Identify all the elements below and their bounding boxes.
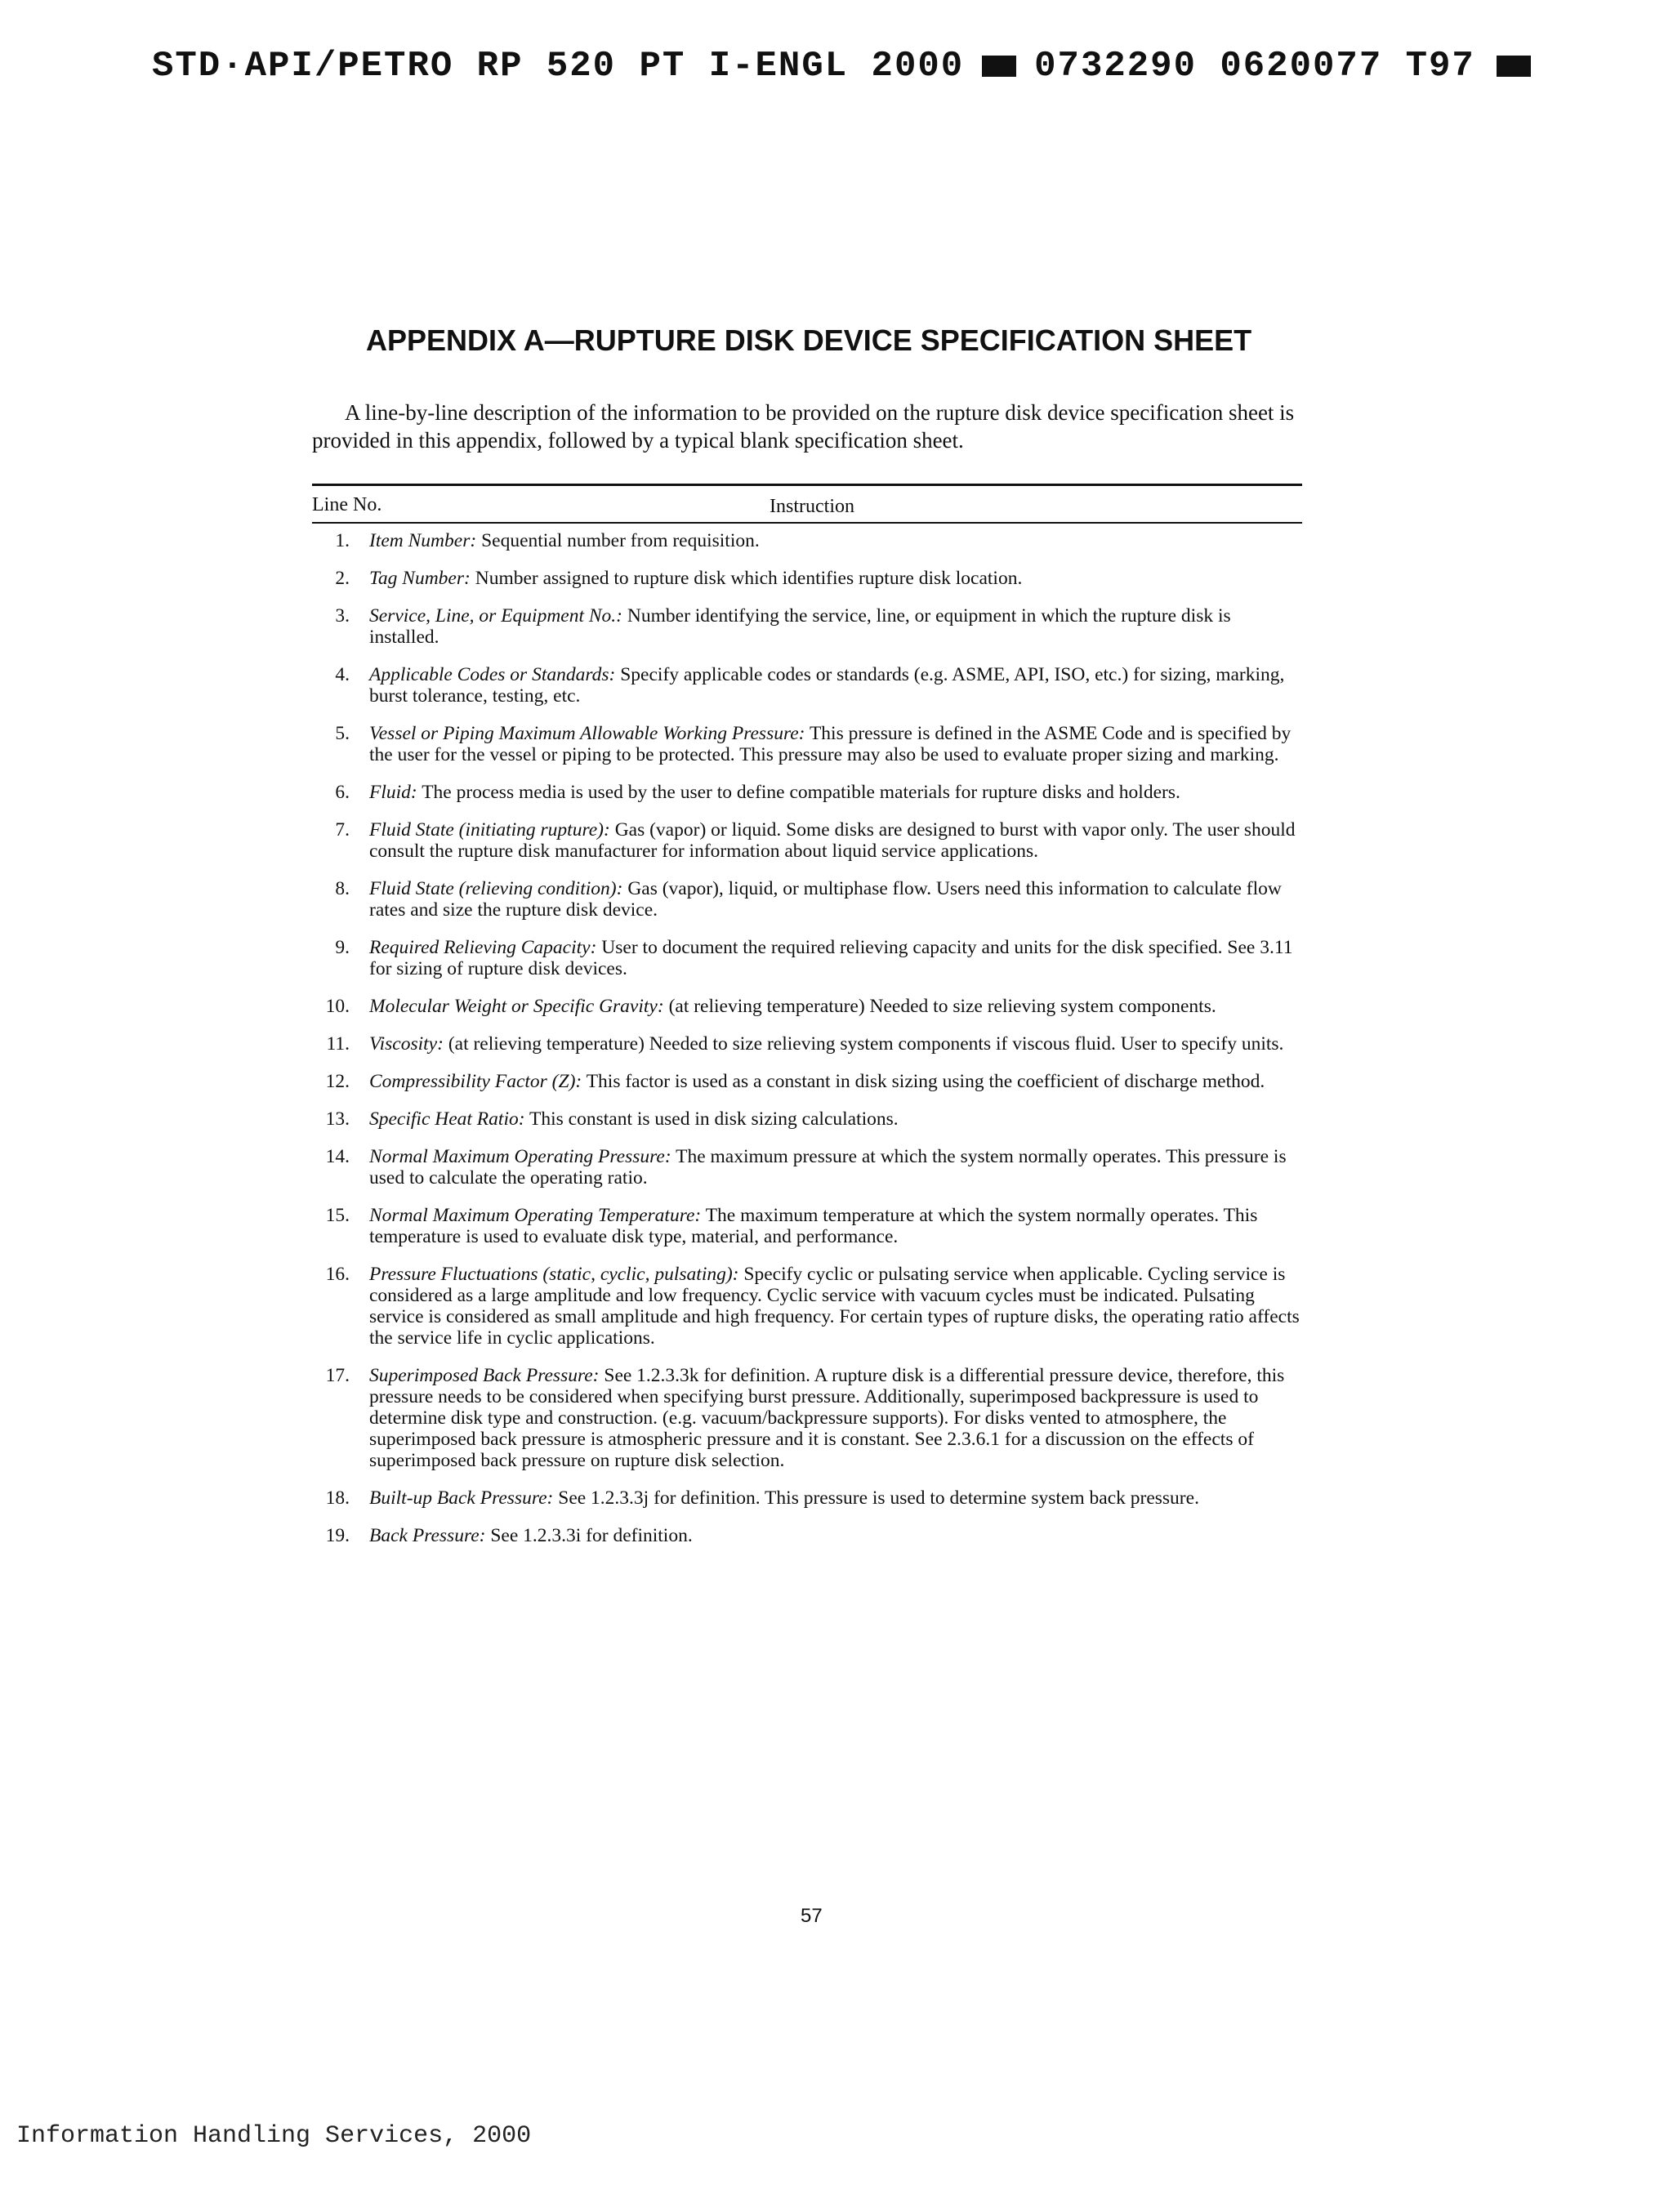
table-row [312,1525,1302,1546]
instruction-table [312,484,1302,1563]
instruction-term: Viscosity: [369,1033,444,1055]
instruction-text [369,568,1302,589]
instruction-term: Item Number: [369,530,477,551]
line-number: 18. [325,1487,350,1509]
table-row [312,1108,1302,1130]
instruction-text [369,723,1302,765]
table-rows [312,530,1302,1546]
instruction-text [369,937,1302,979]
table-row [312,530,1302,551]
redaction-bar [982,56,1016,77]
instruction-term: Fluid State (relieving condition): [369,878,623,899]
instruction-term: Normal Maximum Operating Temperature: [369,1205,702,1226]
instruction-description: See 1.2.3.3i for definition. [490,1525,693,1546]
table-row [312,937,1302,979]
instruction-text [369,664,1302,707]
line-number: 19. [325,1525,350,1546]
document-code-left: STD·API/PETRO RP 520 PT I-ENGL 2000 [152,46,965,87]
instruction-text [369,1108,1302,1130]
table-row [312,1033,1302,1055]
line-number: 2. [335,568,350,589]
table-row [312,1264,1302,1349]
line-number: 1. [335,530,350,551]
line-number: 16. [325,1264,350,1285]
instruction-description: (at relieving temperature) Needed to size relieving system components. [668,996,1216,1017]
line-number: 9. [335,937,350,958]
instruction-text [369,1146,1302,1189]
instruction-text [369,605,1302,648]
table-row [312,819,1302,862]
instruction-term: Tag Number: [369,568,471,589]
line-number: 5. [335,723,350,744]
instruction-description: See 1.2.3.3j for definition. This pressure is used to determine system back pressure. [558,1487,1199,1509]
instruction-description: User to document the required relieving capacity and units for the disk specified. See 3.11 for sizing of rupture disk devices. [369,937,1293,979]
instruction-text [369,1264,1302,1349]
line-number: 4. [335,664,350,685]
instruction-description: Sequential number from requisition. [481,530,760,551]
instruction-description: The maximum temperature at which the system normally operates. This temperature is used to evaluate disk type, material, and performance. [369,1205,1258,1247]
instruction-description: See 1.2.3.3k for definition. A rupture disk is a differential pressure device, therefore, this pressure needs to be considered when specifying burst pressure. Additionally, superimposed backpressure is used to determine disk type and construction. (e.g. vacuum/backpressure supports). For disks vented to atmosphere, the superimposed back pressure is atmospheric pressure and it is constant. See 2.3.6.1 for a discussion on the effects of superimposed back pressure on rupture disk selection. [369,1365,1285,1471]
instruction-text [369,782,1302,803]
instruction-term: Back Pressure: [369,1525,486,1546]
instruction-description: Gas (vapor), liquid, or multiphase flow. Users need this information to calculate flow rates and size the rupture disk device. [369,878,1282,921]
instruction-term: Vessel or Piping Maximum Allowable Working Pressure: [369,723,805,744]
table-header-rule [312,522,1302,524]
instruction-term: Fluid State (initiating rupture): [369,819,610,841]
table-row [312,664,1302,707]
instruction-description: Number assigned to rupture disk which identifies rupture disk location. [475,568,1023,589]
instruction-text [369,1033,1302,1055]
instruction-description: The maximum pressure at which the system normally operates. This pressure is used to calculate the operating ratio. [369,1146,1287,1189]
instruction-term: Molecular Weight or Specific Gravity: [369,996,664,1017]
instruction-description: The process media is used by the user to define compatible materials for rupture disks and holders. [422,782,1180,803]
instruction-description: This constant is used in disk sizing calculations. [529,1108,899,1130]
instruction-description: Specify cyclic or pulsating service when applicable. Cycling service is considered as a large amplitude and low frequency. Cyclic service with vacuum cycles must be indicated. Pulsating service is considered as small amplitude and high frequency. For certain types of rupture disks, the operating ratio affects the service life in cyclic applications. [369,1264,1300,1349]
line-number: 6. [335,782,350,803]
instruction-text [369,1071,1302,1092]
instruction-term: Required Relieving Capacity: [369,937,597,958]
instruction-description: Number identifying the service, line, or equipment in which the rupture disk is installed. [369,605,1231,648]
intro-paragraph: A line-by-line description of the information to be provided on the rupture disk device specification sheet is provided in this appendix, followed by a typical blank specification sheet. [312,400,1295,453]
instruction-description: Gas (vapor) or liquid. Some disks are designed to burst with vapor only. The user should consult the rupture disk manufacturer for information about liquid service applications. [369,819,1296,862]
instruction-term: Built-up Back Pressure: [369,1487,554,1509]
instruction-description: This factor is used as a constant in disk sizing using the coefficient of discharge method. [586,1071,1265,1092]
table-row [312,1487,1302,1509]
instruction-description: This pressure is defined in the ASME Code and is specified by the user for the vessel or piping to be protected. This pressure may also be used to evaluate proper sizing and marking. [369,723,1292,765]
table-row [312,568,1302,589]
instruction-term: Fluid: [369,782,417,803]
instruction-text [369,819,1302,862]
line-number: 8. [335,878,350,899]
table-header [312,486,1302,522]
instruction-term: Pressure Fluctuations (static, cyclic, pulsating): [369,1264,739,1285]
instruction-text [369,530,1302,551]
instruction-text [369,1365,1302,1471]
line-number: 17. [325,1365,350,1386]
redaction-bar [1497,56,1531,77]
table-row [312,723,1302,765]
page-number: 57 [801,1905,823,1927]
instruction-term: Specific Heat Ratio: [369,1108,525,1130]
table-row [312,782,1302,803]
line-number: 3. [335,605,350,627]
instruction-term: Normal Maximum Operating Pressure: [369,1146,671,1167]
instruction-text [369,1487,1302,1509]
column-header-instruction: Instruction [770,496,854,517]
table-row [312,1205,1302,1247]
table-row [312,996,1302,1017]
instruction-text [369,878,1302,921]
instruction-term: Service, Line, or Equipment No.: [369,605,623,627]
line-number: 11. [326,1033,350,1055]
instruction-term: Compressibility Factor (Z): [369,1071,582,1092]
line-number: 12. [325,1071,350,1092]
instruction-description: Specify applicable codes or standards (e.g. ASME, API, ISO, etc.) for sizing, marking, burst tolerance, testing, etc. [369,664,1285,707]
table-row [312,1071,1302,1092]
document-code-header [152,46,1531,87]
table-row [312,605,1302,648]
line-number: 13. [325,1108,350,1130]
line-number: 14. [325,1146,350,1167]
table-row [312,878,1302,921]
instruction-term: Superimposed Back Pressure: [369,1365,600,1386]
line-number: 15. [325,1205,350,1226]
footer-credit: Information Handling Services, 2000 [16,2122,532,2150]
table-row [312,1146,1302,1189]
table-row [312,1365,1302,1471]
line-number: 10. [325,996,350,1017]
instruction-text [369,1205,1302,1247]
instruction-description: (at relieving temperature) Needed to size relieving system components if viscous fluid. User to specify units. [448,1033,1284,1055]
instruction-term: Applicable Codes or Standards: [369,664,616,685]
instruction-text [369,996,1302,1017]
column-header-line-no: Line No. [312,494,382,515]
instruction-text [369,1525,1302,1546]
page-title: APPENDIX A—RUPTURE DISK DEVICE SPECIFICATION SHEET [366,323,1252,357]
document-code-right: 0732290 0620077 T97 [1034,46,1475,87]
line-number: 7. [335,819,350,841]
